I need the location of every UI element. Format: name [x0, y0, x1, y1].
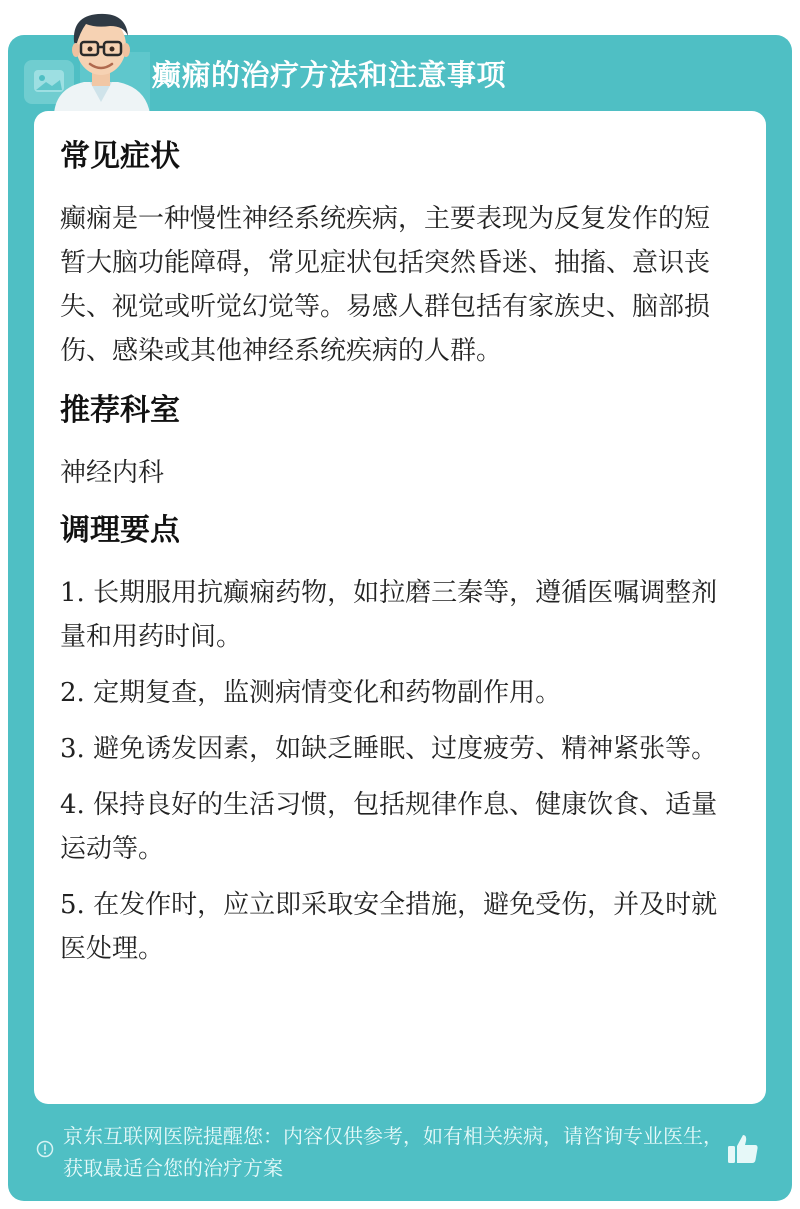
care-item-text: 在发作时，应立即采取安全措施，避免受伤，并及时就医处理。: [60, 890, 718, 964]
care-item-2: [60, 671, 730, 715]
care-item-number: 4.: [60, 790, 85, 820]
care-item-text: 长期服用抗癫痫药物，如拉磨三秦等，遵循医嘱调整剂量和用药时间。: [60, 578, 718, 652]
content-card: [34, 111, 766, 1104]
doctor-avatar-icon: [46, 6, 156, 114]
symptoms-title: 常见症状: [60, 139, 180, 174]
care-item-text: 避免诱发因素，如缺乏睡眠、过度疲劳、精神紧张等。: [84, 734, 718, 764]
care-item-1: [60, 571, 730, 659]
page-title: 癫痫的治疗方法和注意事项: [152, 58, 507, 92]
thumbs-up-icon[interactable]: [726, 1132, 760, 1166]
symptoms-text: 癫痫是一种慢性神经系统疾病，主要表现为反复发作的短暂大脑功能障碍，常见症状包括突然昏迷、抽搐、意识丧失、视觉或听觉幻觉等。易感人群包括有家族史、脑部损伤、感染或其他神经系统疾病的人群。: [60, 204, 711, 366]
info-icon: [36, 1140, 54, 1158]
care-item-number: 5.: [60, 890, 85, 920]
disclaimer-text: 京东互联网医院提醒您：内容仅供参考，如有相关疾病，请咨询专业医生，获取最适合您的治疗方案: [63, 1124, 723, 1180]
care-item-3: [60, 727, 730, 771]
care-item-number: 1.: [60, 578, 85, 608]
care-item-number: 3.: [60, 734, 85, 764]
care-item-text: 保持良好的生活习惯，包括规律作息、健康饮食、适量运动等。: [60, 790, 718, 864]
care-item-text: 定期复查，监测病情变化和药物副作用。: [84, 678, 562, 708]
department-title: 推荐科室: [60, 393, 180, 428]
department-text: 神经内科: [60, 458, 165, 488]
care-item-number: 2.: [60, 678, 85, 708]
care-item-5: [60, 883, 730, 971]
care-item-4: [60, 783, 730, 871]
disclaimer-footer: [36, 1120, 776, 1190]
care-title: 调理要点: [60, 513, 180, 548]
